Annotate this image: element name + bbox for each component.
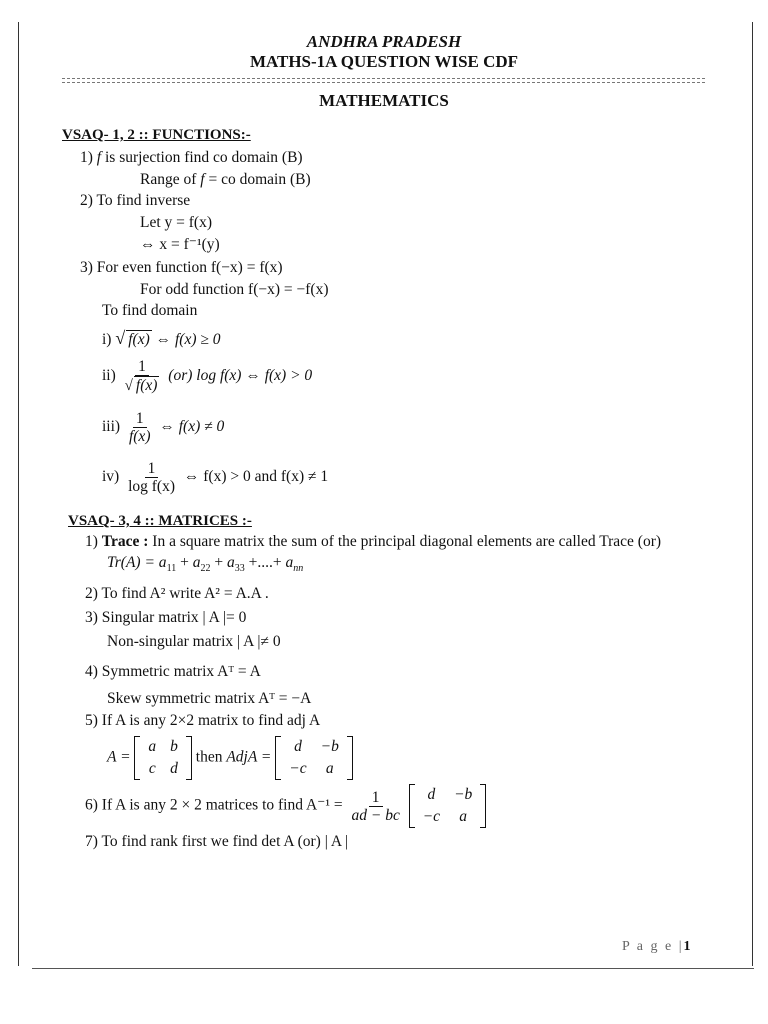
trace-formula: $Tr(A) = a_{11} + a_{22} + a_{33}$ +....+ $a_{nn}$ <box>107 554 304 575</box>
subject-title: MATHEMATICS <box>319 91 449 110</box>
functions-heading: VSAQ- 1, 2 :: FUNCTIONS:- <box>62 127 251 143</box>
matrix-inverse: d −b −c a <box>409 784 487 828</box>
adjoint-formula: A = a b c d then AdjA = d −b −c a <box>107 736 353 780</box>
domain-rule-1: i) √ f(x) ⇔ f(x) ≥ 0 <box>102 328 221 348</box>
matrices-item-2: 2) To find A² write A² = A.A . <box>85 585 269 602</box>
matrices-item-4: 4) Symmetric matrix Aᵀ = A <box>85 663 261 680</box>
functions-item-2: 2) To find inverse <box>80 192 191 209</box>
divider <box>62 82 705 83</box>
matrix-a: a b c d <box>134 736 192 780</box>
header-title: MATHS-1A QUESTION WISE CDF <box>249 52 519 71</box>
domain-rule-3: iii) $\frac{1}{f(x)}$ ⇔ f(x) ≠ 0 <box>102 410 225 445</box>
functions-item-1: 1) f is surjection find co domain (B) <box>80 149 303 166</box>
matrices-item-1: 1) Trace : In a square matrix the sum of the principal diagonal elements are called Trace (or) <box>85 533 662 550</box>
functions-item-3-line2: For odd function f(−x) = −f(x) <box>140 281 329 298</box>
matrices-item-6: 6) If A is any 2 × 2 matrices to find A⁻¹ = $\frac{1}{ad - bc}$ d −b −c a <box>85 784 486 828</box>
functions-item-3: 3) For even function f(−x) = f(x) <box>80 259 283 276</box>
bottom-border <box>32 968 754 969</box>
page-number: P a g e |1 <box>622 939 691 954</box>
divider <box>62 78 705 79</box>
domain-rule-4: iv) $\frac{1}{\text{log f(x)}}$ ⇔ f(x) > 0 and f(x) ≠ 1 <box>102 460 329 495</box>
matrix-adj: d −b −c a <box>275 736 353 780</box>
domain-text: To find domain <box>102 302 198 319</box>
matrices-item-4-line2: Skew symmetric matrix Aᵀ = −A <box>107 690 312 707</box>
matrices-heading: VSAQ- 3, 4 :: MATRICES :- <box>68 513 252 529</box>
functions-item-2-line3: ⇔ x = f⁻¹(y) <box>140 236 220 253</box>
matrices-item-3: 3) Singular matrix | A |= 0 <box>85 609 247 626</box>
functions-item-1-line2: Range of f = co domain (B) <box>140 171 311 188</box>
matrices-item-7: 7) To find rank first we find det A (or) | A | <box>85 833 349 850</box>
header-state: ANDHRA PRADESH <box>306 32 462 51</box>
matrices-item-5: 5) If A is any 2×2 matrix to find adj A <box>85 712 321 729</box>
functions-item-2-line2: Let y = f(x) <box>140 214 213 231</box>
domain-rule-2: ii) $\frac{1}{√ f(x)}$ (or) log f(x) ⇔ f(x) > 0 <box>102 358 313 394</box>
matrices-item-3-line2: Non-singular matrix | A |≠ 0 <box>107 633 281 650</box>
